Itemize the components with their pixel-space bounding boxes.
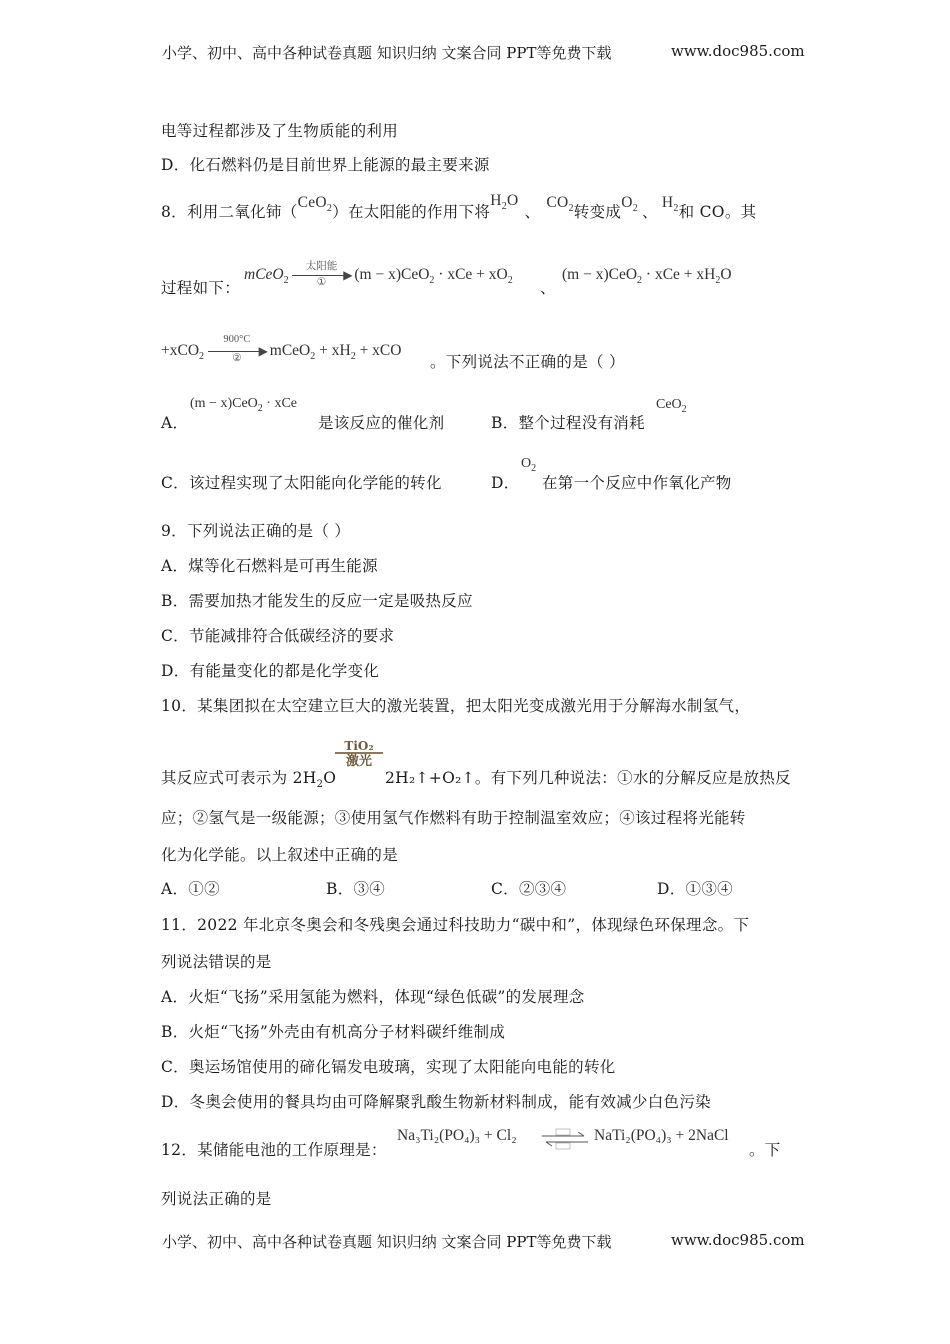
q8-option-a-text: 是该反应的催化剂: [318, 414, 445, 432]
q12-stem-line2: 列说法正确的是: [161, 1190, 272, 1208]
tio2-catalyst-label: TiO₂ 激光: [335, 740, 383, 768]
q11-stem-line2: 列说法错误的是: [161, 953, 272, 971]
q11-option-a: A．火炬“飞扬”采用氢能为燃料，体现“绿色低碳”的发展理念: [161, 988, 585, 1006]
header-banner-text: 小学、初中、高中各种试卷真题 知识归纳 文案合同 PPT等免费下载: [162, 44, 612, 62]
q8-option-a-formula: (m − x)CeO$_2$ · xCe: [190, 396, 297, 414]
footer-url: www.doc985.com: [671, 1231, 805, 1249]
q10-option-a: A．①②: [161, 880, 220, 898]
q8-equation-2: (m − x)CeO$_2$ · xCe + $xH_2O$: [562, 266, 732, 287]
q10-option-c: C．②③④: [491, 880, 567, 898]
q8-question: 。下列说法不正确的是（ ）: [430, 353, 625, 371]
reversible-arrow-icon: [540, 1128, 590, 1154]
q12-equation-right: NaTi₂(PO₄)₃ + 2NaCl: [594, 1127, 729, 1144]
q8-equation-1: mCeO$_2$ 太阳能 ▶ ① (m − x)CeO$_2$ · xCe + $xO_2$: [244, 261, 513, 289]
q10-stem-line2-a: 其反应式可表示为 $2H_2O$: [161, 769, 337, 791]
q12-stem-line1-b: 。下: [749, 1141, 781, 1159]
q8-comma: 、: [540, 279, 556, 297]
header-url: www.doc985.com: [671, 42, 805, 60]
q8-option-a-label: A．: [161, 414, 189, 432]
q7-option-d: D．化石燃料仍是目前世界上能源的最主要来源: [161, 156, 490, 174]
q8-option-d-text: 在第一个反应中作氧化产物: [542, 474, 732, 492]
q10-option-d: D．①③④: [657, 880, 733, 898]
q8-option-c: C．该过程实现了太阳能向化学能的转化: [161, 474, 442, 492]
q10-option-b: B．③④: [326, 880, 386, 898]
q11-stem-line1: 11．2022 年北京冬奥会和冬残奥会通过科技助力“碳中和”，体现绿色环保理念。下: [161, 916, 750, 934]
co2-formula: $CO_2$: [546, 194, 574, 215]
q12-equation-left: Na₃Ti₂(PO₄)₃ + Cl₂: [397, 1127, 517, 1144]
reaction-arrow-2: 900°C ▶ ②: [208, 344, 266, 358]
q8-equation-3: +xCO$_2$ 900°C ▶ ② mCeO$_2$ + $xH_2$ + xCO: [161, 334, 402, 365]
q11-option-c: C．奥运场馆使用的碲化镉发电玻璃，实现了太阳能向电能的转化: [161, 1058, 616, 1076]
q7-continuation: 电等过程都涉及了生物质能的利用: [161, 122, 399, 140]
q9-option-a: A．煤等化石燃料是可再生能源: [161, 557, 378, 575]
q9-option-d: D．有能量变化的都是化学变化: [161, 662, 380, 680]
q8-process-label: 过程如下：: [161, 279, 241, 297]
o2-formula: $O_2$: [621, 194, 638, 215]
q8-option-d-formula: $O_2$: [521, 456, 537, 474]
reaction-arrow-1: 太阳能 ▶ ①: [292, 268, 350, 282]
q10-stem-line1: 10．某集团拟在太空建立巨大的激光装置，把太阳光变成激光用于分解海水制氢气，: [161, 697, 751, 715]
q10-stem-line2-b: 2H₂↑+O₂↑。有下列几种说法：①水的分解反应是放热反: [385, 769, 791, 787]
q9-option-b: B．需要加热才能发生的反应一定是吸热反应: [161, 592, 473, 610]
q11-option-b: B．火炬“飞扬”外壳由有机高分子材料碳纤维制成: [161, 1023, 506, 1041]
q12-stem-line1-a: 12．某储能电池的工作原理是：: [161, 1141, 387, 1159]
q10-stem-line3: 应；②氢气是一级能源；③使用氢气作燃料有助于控制温室效应；④该过程将光能转: [161, 809, 746, 827]
q8-option-b-formula: CeO$_2$: [656, 397, 687, 415]
h2o-formula: $H_2O$: [490, 192, 519, 213]
q11-option-d: D．冬奥会使用的餐具均由可降解聚乳酸生物新材料制成，能有效减少白色污染: [161, 1093, 711, 1111]
q9-option-c: C．节能减排符合低碳经济的要求: [161, 627, 395, 645]
q8-option-b-text: B．整个过程没有消耗: [491, 414, 645, 432]
q10-stem-line4: 化为化学能。以上叙述中正确的是: [161, 846, 399, 864]
footer-banner-text: 小学、初中、高中各种试卷真题 知识归纳 文案合同 PPT等免费下载: [162, 1233, 612, 1251]
q9-stem: 9．下列说法正确的是（ ）: [161, 522, 351, 540]
h2-formula: $H_2$: [661, 194, 679, 215]
q8-stem-line1: 8．利用二氧化铈（CeO$_2$）在太阳能的作用下将$H_2O$、$CO_2$转变成$O_2$ 、$H_2$和 CO。其: [161, 192, 757, 221]
ceo2-formula: CeO$_2$: [297, 194, 333, 215]
q8-option-d-label: D．: [491, 474, 520, 492]
